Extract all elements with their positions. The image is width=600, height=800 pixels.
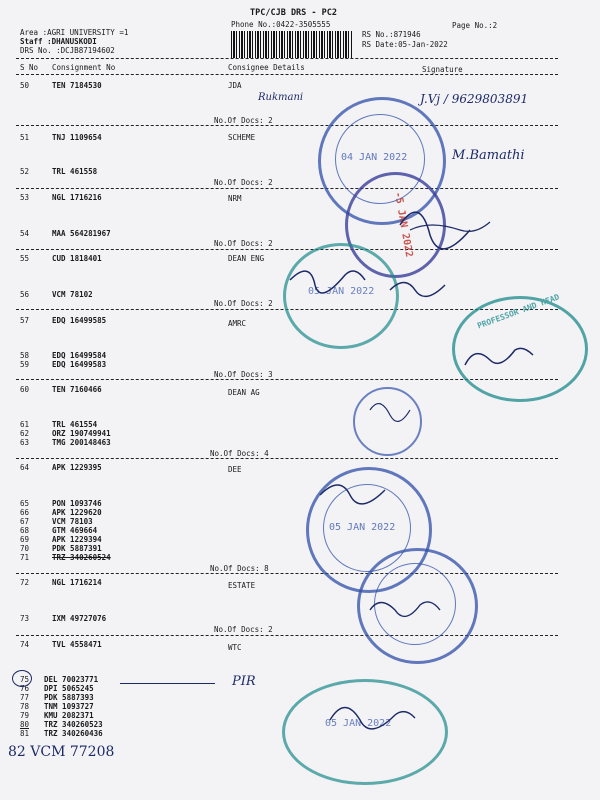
hand-circle-mark bbox=[12, 670, 32, 687]
docs-count: No.Of Docs: 2 bbox=[214, 625, 273, 634]
docs-count: No.Of Docs: 4 bbox=[210, 449, 269, 458]
row-consignee: AMRC bbox=[228, 319, 247, 328]
col-header-signature: Signature bbox=[422, 65, 463, 74]
row-sno: 69 bbox=[20, 535, 30, 544]
row-sno: 80 bbox=[20, 720, 30, 729]
row-consignment: EDQ 16499583 bbox=[52, 360, 107, 369]
water-technology-centre-stamp: 05 JAN 2022 bbox=[282, 679, 448, 785]
row-sno: 73 bbox=[20, 614, 30, 623]
hand-line-mark bbox=[120, 683, 215, 684]
handwritten-rukmani: Rukmani bbox=[258, 92, 304, 103]
row-sno: 51 bbox=[20, 133, 30, 142]
row-consignment: PON 1093746 bbox=[52, 499, 102, 508]
row-sno: 57 bbox=[20, 316, 30, 325]
handwritten-extra-row: 82 VCM 77208 bbox=[8, 744, 115, 760]
row-consignment: IXM 49727076 bbox=[52, 614, 107, 623]
row-sno: 72 bbox=[20, 578, 30, 587]
row-sno: 52 bbox=[20, 167, 30, 176]
docs-count: No.Of Docs: 2 bbox=[214, 239, 273, 248]
col-header-consignment: Consignment No bbox=[52, 63, 116, 72]
row-sno: 61 bbox=[20, 420, 30, 429]
row-sno: 81 bbox=[20, 729, 30, 738]
row-sno: 76 bbox=[20, 684, 30, 693]
row-sno: 58 bbox=[20, 351, 30, 360]
rs-number: RS No.:871946 bbox=[362, 30, 421, 39]
row-consignment: PDK 5887393 bbox=[44, 693, 94, 702]
dean-agrl-stamp: 05 JAN 2022 bbox=[283, 243, 399, 349]
row-sno: 75 bbox=[20, 675, 30, 684]
row-consignment: TRZ 340260523 bbox=[44, 720, 103, 729]
row-consignment: NGL 1716214 bbox=[52, 578, 102, 587]
row-consignment: APK 1229394 bbox=[52, 535, 102, 544]
docs-count: No.Of Docs: 2 bbox=[214, 299, 273, 308]
row-sno: 50 bbox=[20, 81, 30, 90]
docs-count: No.Of Docs: 8 bbox=[210, 564, 269, 573]
row-sno: 53 bbox=[20, 193, 30, 202]
row-consignment: KMU 2082371 bbox=[44, 711, 94, 720]
row-sno: 77 bbox=[20, 693, 30, 702]
row-consignment: TRL 461558 bbox=[52, 167, 98, 176]
drs-number: DRS No. :DCJB87194602 bbox=[20, 46, 115, 55]
row-sno: 66 bbox=[20, 508, 30, 517]
col-header-consignee: Consignee Details bbox=[228, 63, 305, 72]
row-consignee: DEE bbox=[228, 465, 242, 474]
row-sno: 60 bbox=[20, 385, 30, 394]
dept-agrl-economics-stamp: 04 JAN 2022 bbox=[318, 97, 446, 225]
row-sno: 55 bbox=[20, 254, 30, 263]
handwritten-bamathi: M.Bamathi bbox=[452, 148, 525, 163]
row-consignment: EDQ 16499584 bbox=[52, 351, 107, 360]
row-consignee: DEAN ENG bbox=[228, 254, 265, 263]
row-sno: 71 bbox=[20, 553, 30, 562]
row-consignment: TRZ 340260524 bbox=[52, 553, 111, 562]
row-consignee: DEAN AG bbox=[228, 388, 260, 397]
col-header-sno: S No bbox=[20, 63, 39, 72]
row-consignment: TEN 7160466 bbox=[52, 385, 102, 394]
document-title: TPC/CJB DRS - PC2 bbox=[250, 8, 337, 18]
row-consignment: CUD 1818401 bbox=[52, 254, 102, 263]
signature-scribbles bbox=[280, 140, 600, 740]
divider bbox=[16, 125, 558, 126]
row-sno: 67 bbox=[20, 517, 30, 526]
director-extension-education-stamp: 05 JAN 2022 bbox=[306, 467, 432, 593]
row-consignee: SCHEME bbox=[228, 133, 256, 142]
handwritten-pir: PIR bbox=[232, 674, 256, 689]
row-consignment: TEN 7184530 bbox=[52, 81, 102, 90]
row-sno: 59 bbox=[20, 360, 30, 369]
row-consignee: ESTATE bbox=[228, 581, 256, 590]
row-sno: 65 bbox=[20, 499, 30, 508]
barcode bbox=[231, 31, 353, 58]
row-sno: 64 bbox=[20, 463, 30, 472]
row-consignment: PDK 5887391 bbox=[52, 544, 102, 553]
row-consignment: TNJ 1109654 bbox=[52, 133, 102, 142]
office-of-director-stamp: -5 JAN 2022 bbox=[345, 172, 446, 278]
row-consignee: NRM bbox=[228, 194, 242, 203]
row-consignee: JDA bbox=[228, 81, 242, 90]
row-consignment: TRZ 340260436 bbox=[44, 729, 103, 738]
row-consignment: TMG 200148463 bbox=[52, 438, 111, 447]
row-consignment: ORZ 190749941 bbox=[52, 429, 111, 438]
rs-date: RS Date:05-Jan-2022 bbox=[362, 40, 448, 49]
professor-and-head-stamp: PROFESSOR AND HEAD bbox=[452, 296, 588, 402]
docs-count: No.Of Docs: 2 bbox=[214, 116, 273, 125]
row-sno: 63 bbox=[20, 438, 30, 447]
row-sno: 68 bbox=[20, 526, 30, 535]
row-consignment: VCM 78102 bbox=[52, 290, 93, 299]
handwritten-phone-signature: J.Vj / 9629803891 bbox=[420, 92, 529, 106]
divider bbox=[16, 74, 558, 75]
row-consignment: TNM 1093727 bbox=[44, 702, 94, 711]
row-consignment: GTM 469664 bbox=[52, 526, 98, 535]
row-consignment: APK 1229395 bbox=[52, 463, 102, 472]
docs-count: No.Of Docs: 2 bbox=[214, 178, 273, 187]
docs-count: No.Of Docs: 3 bbox=[214, 370, 273, 379]
row-consignment: NGL 1716216 bbox=[52, 193, 102, 202]
row-sno: 56 bbox=[20, 290, 30, 299]
row-consignment: APK 1229620 bbox=[52, 508, 102, 517]
row-consignment: EDQ 16499585 bbox=[52, 316, 107, 325]
row-consignee: WTC bbox=[228, 643, 242, 652]
page-number: Page No.:2 bbox=[452, 21, 498, 30]
row-consignment: TVL 4558471 bbox=[52, 640, 102, 649]
row-consignment: DEL 70023771 bbox=[44, 675, 99, 684]
row-sno: 74 bbox=[20, 640, 30, 649]
row-sno: 70 bbox=[20, 544, 30, 553]
row-consignment: MAA 564281967 bbox=[52, 229, 111, 238]
row-sno: 62 bbox=[20, 429, 30, 438]
staff-label: Staff :DHANUSKODI bbox=[20, 37, 97, 46]
row-sno: 79 bbox=[20, 711, 30, 720]
row-consignment: TRL 461554 bbox=[52, 420, 98, 429]
area-label: Area :AGRI UNIVERSITY =1 bbox=[20, 28, 129, 37]
row-sno: 54 bbox=[20, 229, 30, 238]
phone-number: Phone No.:0422-3505555 bbox=[231, 20, 331, 29]
row-sno: 78 bbox=[20, 702, 30, 711]
row-consignment: DPI 5065245 bbox=[44, 684, 94, 693]
divider bbox=[16, 58, 558, 59]
row-consignment: VCM 78103 bbox=[52, 517, 93, 526]
